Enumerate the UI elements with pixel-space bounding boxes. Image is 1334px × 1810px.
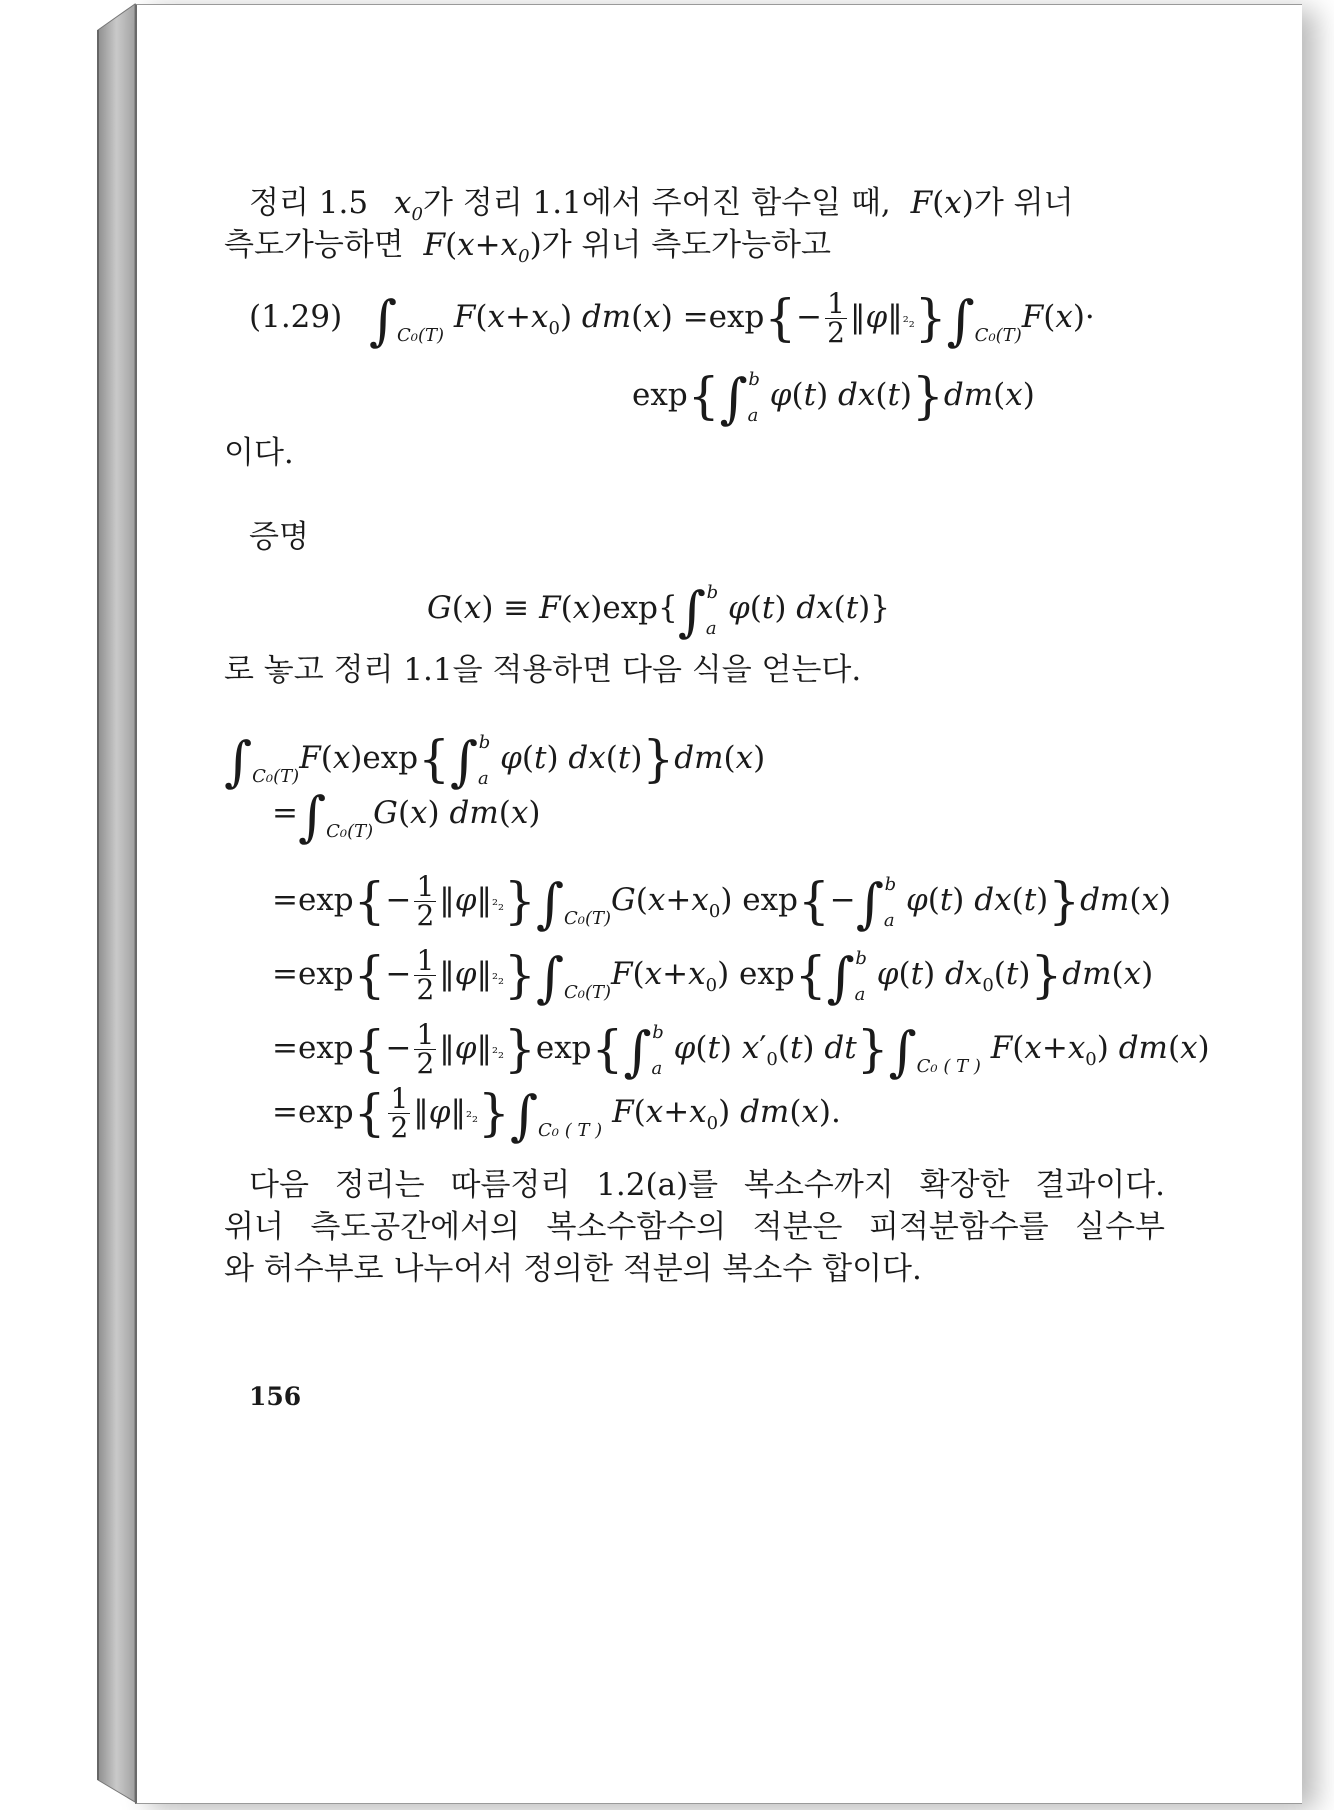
derivation-line-6: =exp{ $\frac{1}{2}$ $‖\varphi‖^2_2\}\int_{C_0 ( T )}$ $F(x+x_0)$ dm(x).	[272, 1082, 841, 1147]
book-spine	[0, 0, 140, 1806]
equation-1-29-line-2: $\exp\{\int_a^b$ φ(t) dx(t)}dm(x)	[632, 367, 1035, 430]
math-Fx: F	[910, 185, 933, 221]
proof-label: 증명	[249, 519, 309, 555]
after-equation-text: 이다.	[224, 435, 294, 471]
theorem-label: 정리 1.5	[249, 185, 369, 221]
derivation-line-5: =exp{− $\frac{1}{2}$ $‖\varphi‖^2_2\}\exp\{\int_a^b$ φ(t) $x'_0(t)$ $dt\}\int_{C_0 ( T )}$ $F(x+x_0)$ dm(x)	[272, 1018, 1210, 1083]
closing-paragraph-line-2: 위너 측도공간에서의 복소수함수의 적분은 피적분함수를 실수부	[224, 1209, 1165, 1245]
derivation-line-4: =exp{− $\frac{1}{2}$ $‖\varphi‖^2_2\}\int_{C_0(T)}F(x+x_0)$ $\exp\{\int_a^b$ φ(t) $dx_0(t)\}dm(x)$	[272, 944, 1154, 1009]
theorem-line-2-tail: 가 위너 측도가능하고	[541, 227, 831, 263]
math-F-x-plus-x0: $F(x+x_0)$	[423, 227, 542, 268]
equation-1-29-line-1: (1.29) $\int_{C_0(T)}$ $F(x+x_0)$ dm(x) =exp{− $\frac{1}{2}$ $‖\varphi‖^2_2\}\int_{C_0(T)}F(x)\cdot$	[249, 287, 1095, 352]
derivation-line-3: =exp{− $\frac{1}{2}$ $‖\varphi‖^2_2\}\int_{C_0(T)}G(x+x_0)$ $\exp\{-\int_a^b$ φ(t) dx(t)}dm(x)	[272, 870, 1172, 935]
theorem-line-2	[224, 225, 831, 277]
equation-number: (1.29)	[249, 299, 343, 335]
page-number: 156	[249, 1382, 302, 1411]
closing-paragraph-line-3: 와 허수부로 나누어서 정의한 적분의 복소수 합이다.	[224, 1251, 922, 1287]
equation-G-definition: $G(x) \equiv F(x)\exp\{\int_a^b$ φ(t) dx(t)}	[427, 580, 890, 643]
closing-paragraph-line-1: 다음 정리는 따름정리 1.2(a)를 복소수까지 확장한 결과이다.	[249, 1167, 1165, 1203]
derivation-line-1: $\int_{C_0(T)}F(x)\exp\{\int_a^b$ φ(t) dx(t)}dm(x)	[224, 730, 766, 793]
theorem-line-2-head: 측도가능하면	[224, 227, 404, 263]
math-x0: $x_0$	[394, 185, 423, 226]
theorem-line-1: 정리 1.5 $x_0$가 정리 1.1에서 주어진 함수일 때, F(x)가 위너	[249, 185, 1074, 226]
theorem-line-1-text: 가 정리 1.1에서 주어진 함수일 때,	[422, 185, 891, 221]
derivation-line-2: $=\int_{C_0(T)}G(x)$ dm(x)	[272, 785, 541, 848]
theorem-line-1-tail: 가 위너	[973, 185, 1074, 221]
book-page	[135, 4, 1302, 1804]
proof-sentence: 로 놓고 정리 1.1을 적용하면 다음 식을 얻는다.	[224, 652, 862, 688]
